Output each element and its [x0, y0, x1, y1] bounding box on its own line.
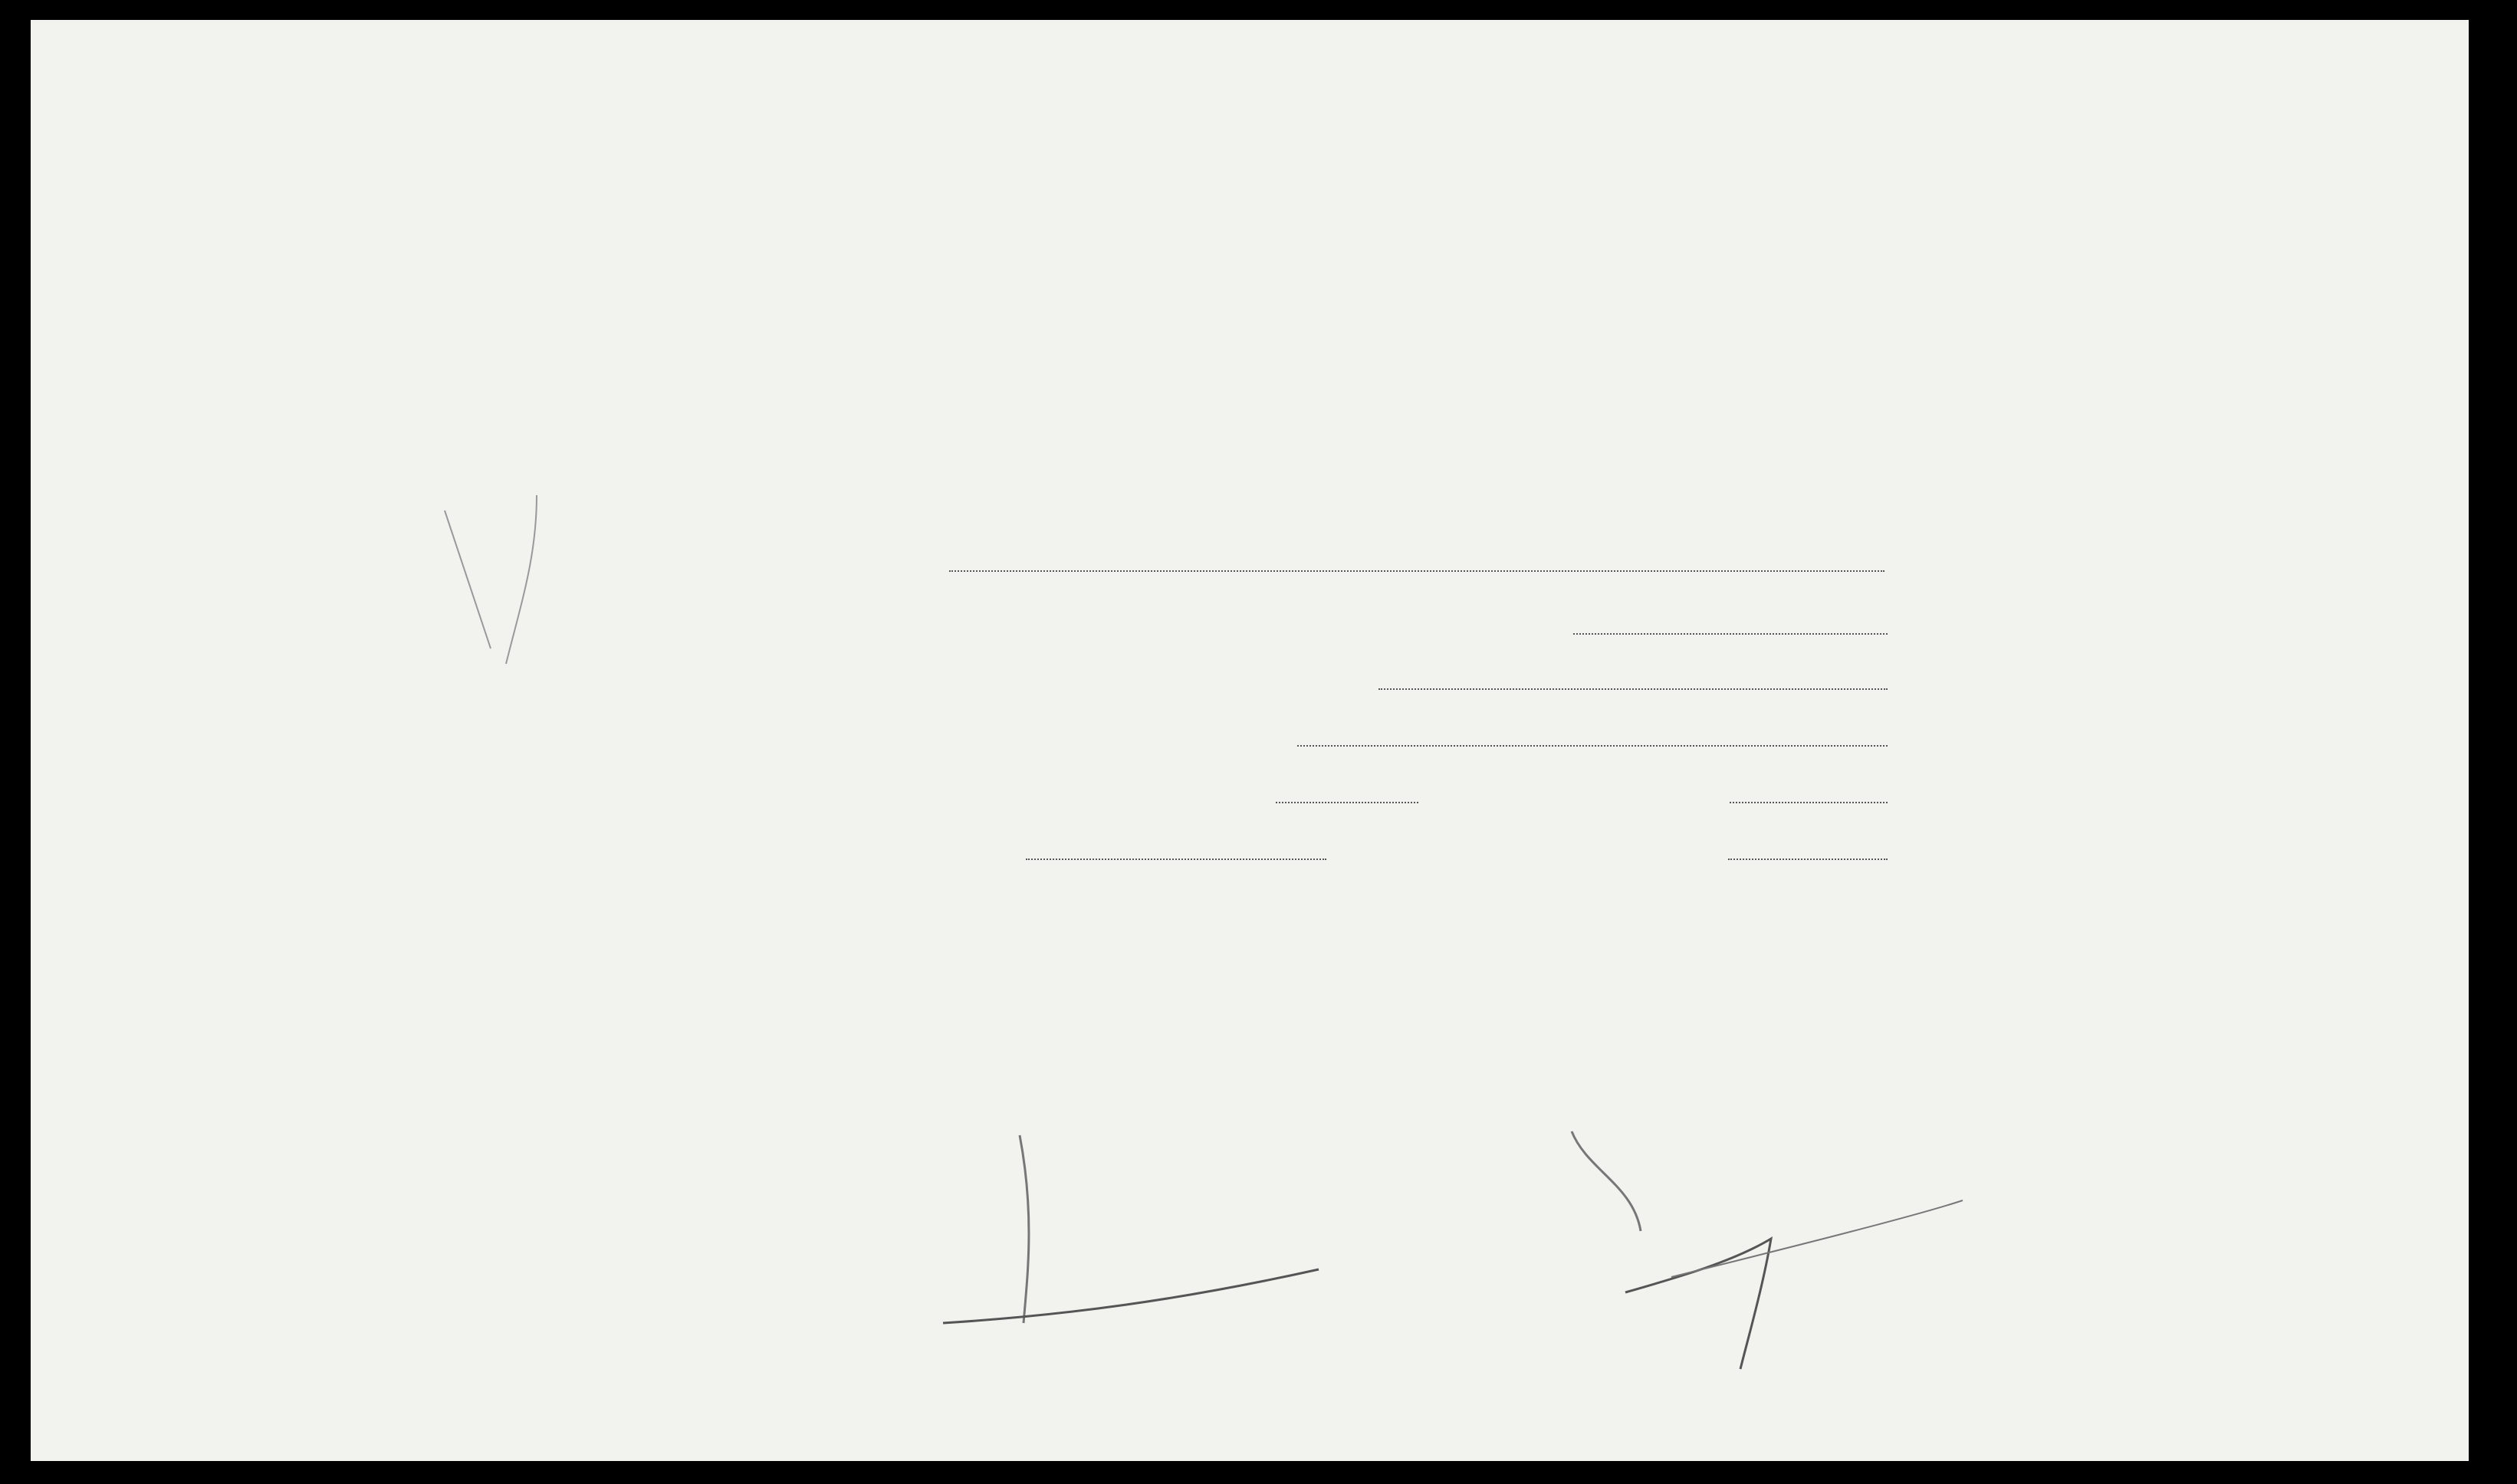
- pencil-strokes: [31, 20, 2469, 1461]
- census-card-sheet: [31, 20, 2469, 1461]
